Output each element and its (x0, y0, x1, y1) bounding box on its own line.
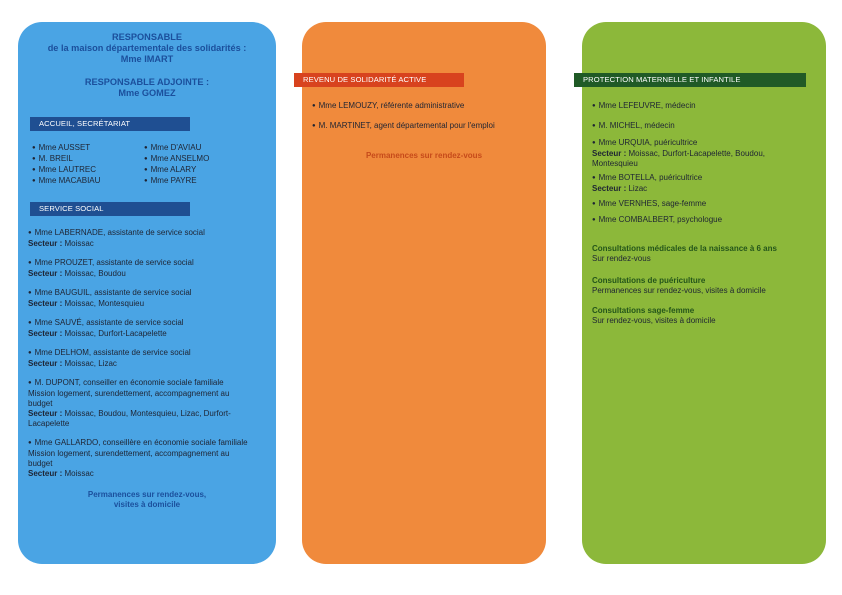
pmi-item-head: ● Mme URQUIA, puéricultrice (592, 138, 818, 149)
list-item: ● Mme ALARY (144, 165, 254, 176)
social-item-head: ● Mme LABERNADE, assistante de service social (28, 228, 268, 239)
responsable-name: Mme IMART (120, 54, 174, 64)
responsable-role: de la maison départementale des solidarités : (47, 43, 247, 53)
social-item-head: ● M. DUPONT, conseiller en économie sociale familiale (28, 378, 268, 389)
consultation-block-3 (592, 306, 822, 326)
permanences-note (18, 490, 276, 510)
list-item: ● Mme D'AVIAU (144, 143, 254, 154)
consultation-text: Sur rendez-vous (592, 254, 651, 263)
permanences-line: Permanences sur rendez-vous, (87, 490, 207, 499)
secteur-value: Moissac, Durfort-Lacapelette (64, 329, 167, 338)
pmi-item-head: ● Mme BOTELLA, puéricultrice (592, 173, 818, 184)
permanences-note: Permanences sur rendez-vous (365, 151, 483, 160)
list-item: ● Mme LAUTREC (32, 165, 142, 176)
rsa-header: REVENU DE SOLIDARITÉ ACTIVE (294, 73, 464, 87)
secteur-value: Moissac, Lizac (64, 359, 117, 368)
social-item-head: ● Mme PROUZET, assistante de service social (28, 258, 268, 269)
mission-text: budget (28, 399, 53, 408)
adjointe-block (18, 77, 276, 99)
consultation-text: Sur rendez-vous, visites à domicile (592, 316, 716, 325)
secteur-label: Secteur : (28, 299, 63, 308)
list-item: ● Mme MACABIAU (32, 176, 142, 187)
service-social-header: SERVICE SOCIAL (30, 202, 190, 216)
secteur-value: Moissac (64, 469, 94, 478)
consultation-text: Permanences sur rendez-vous, visites à domicile (592, 286, 766, 295)
pmi-item-botella (592, 173, 818, 194)
secteur-label: Secteur : (28, 329, 63, 338)
list-item: ● Mme AUSSET (32, 143, 142, 154)
pmi-item-urquia (592, 138, 818, 169)
mission-text: Mission logement, surendettement, accompagnement au (28, 449, 230, 458)
secteur-value: Moissac, Montesquieu (64, 299, 145, 308)
panel-mds (18, 22, 276, 564)
adjointe-label: RESPONSABLE ADJOINTE : (84, 77, 210, 87)
social-item-labernade (28, 228, 268, 249)
permanences-line: visites à domicile (113, 500, 181, 509)
adjointe-name: Mme GOMEZ (118, 88, 176, 98)
list-item: ● Mme LEFEUVRE, médecin (592, 101, 696, 112)
pmi-header: PROTECTION MATERNELLE ET INFANTILE (574, 73, 806, 87)
secteur-value: Moissac, Durfort-Lacapelette, Boudou, (628, 149, 765, 158)
secteur-label: Secteur : (28, 409, 63, 418)
social-item-gallardo (28, 438, 272, 479)
consultation-title: Consultations de puériculture (592, 276, 706, 285)
panel-rsa (302, 22, 546, 564)
mission-text: Mission logement, surendettement, accompagnement au (28, 389, 230, 398)
social-item-head: ● Mme BAUGUIL, assistante de service social (28, 288, 268, 299)
list-item: ● Mme ANSELMO (144, 154, 254, 165)
list-item: ● M. MARTINET, agent départemental pour l'emploi (312, 121, 495, 132)
social-item-dupont (28, 378, 268, 429)
social-item-head: ● Mme GALLARDO, conseillère en économie sociale familiale (28, 438, 272, 449)
secteur-value: Lizac (628, 184, 648, 193)
consultation-title: Consultations sage-femme (592, 306, 695, 315)
secteur-label: Secteur : (28, 469, 63, 478)
secteur-label: Secteur : (28, 239, 63, 248)
secteur-label: Secteur : (592, 149, 627, 158)
secteur-label: Secteur : (28, 269, 63, 278)
consultation-block-1 (592, 244, 822, 264)
mission-text: budget (28, 459, 53, 468)
accueil-header: ACCUEIL, SECRÉTARIAT (30, 117, 190, 131)
secteur-value: Moissac (64, 239, 94, 248)
accueil-column-1 (32, 143, 142, 187)
consultation-title: Consultations médicales de la naissance à 6 ans (592, 244, 777, 253)
list-item: ● M. BREIL (32, 154, 142, 165)
list-item: ● Mme LEMOUZY, référente administrative (312, 101, 464, 112)
consultation-block-2 (592, 276, 822, 296)
secteur-value: Montesquieu (592, 159, 638, 168)
social-item-head: ● Mme SAUVÉ, assistante de service social (28, 318, 268, 329)
social-item-sauve (28, 318, 268, 339)
social-item-delhom (28, 348, 268, 369)
secteur-label: Secteur : (592, 184, 627, 193)
social-item-bauguil (28, 288, 268, 309)
secteur-value: Moissac, Boudou (64, 269, 126, 278)
list-item: ● M. MICHEL, médecin (592, 121, 675, 132)
panel-pmi (582, 22, 826, 564)
list-item: ● Mme COMBALBERT, psychologue (592, 215, 722, 226)
social-item-head: ● Mme DELHOM, assistante de service social (28, 348, 268, 359)
secteur-label: Secteur : (28, 359, 63, 368)
social-item-prouzet (28, 258, 268, 279)
list-item: ● Mme PAYRE (144, 176, 254, 187)
responsable-block (18, 32, 276, 65)
accueil-column-2 (144, 143, 254, 187)
secteur-value: Lacapelette (28, 419, 70, 428)
list-item: ● Mme VERNHES, sage-femme (592, 199, 706, 210)
secteur-value: Moissac, Boudou, Montesquieu, Lizac, Durfort- (64, 409, 231, 418)
responsable-label: RESPONSABLE (112, 32, 182, 42)
